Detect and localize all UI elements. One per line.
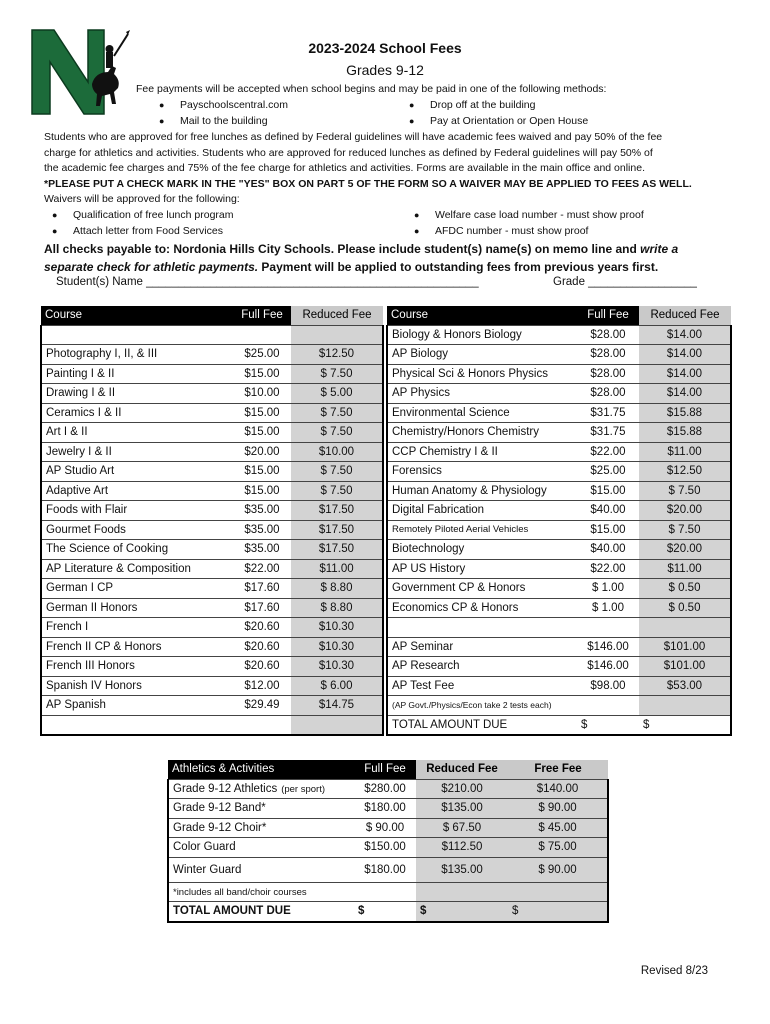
table-row <box>41 345 383 365</box>
course-name: Spanish IV Honors <box>41 676 233 696</box>
reduced-fee: $ 8.80 <box>291 579 383 599</box>
reduced-fee <box>639 696 731 716</box>
reduced-fee: $ 0.50 <box>639 579 731 599</box>
header-full-fee: Full Fee <box>233 306 291 325</box>
full-fee: $ 90.00 <box>354 818 416 838</box>
policy-text <box>44 130 744 208</box>
reduced-fee: $101.00 <box>639 657 731 677</box>
full-fee: $15.00 <box>233 403 291 423</box>
activity-note: (per sport) <box>281 783 326 795</box>
table-row <box>168 857 608 882</box>
reduced-fee: $11.00 <box>639 442 731 462</box>
activity-label: *includes all band/choir courses <box>173 886 307 898</box>
table-row <box>41 423 383 443</box>
free-fee: $ 75.00 <box>508 838 608 858</box>
full-fee: $15.00 <box>577 520 639 540</box>
full-fee: $10.00 <box>233 384 291 404</box>
reduced-fee: $ 7.50 <box>639 520 731 540</box>
course-name: Jewelry I & II <box>41 442 233 462</box>
course-name: Adaptive Art <box>41 481 233 501</box>
table-row <box>41 520 383 540</box>
activity-name <box>168 818 354 838</box>
reduced-fee: $17.50 <box>291 540 383 560</box>
course-name <box>41 715 233 735</box>
table-row <box>387 676 731 696</box>
table-row <box>387 384 731 404</box>
method-4: ● Pay at Orientation or Open House <box>430 114 588 130</box>
total-reduced-fee[interactable]: $ <box>416 902 508 922</box>
full-fee: $17.60 <box>233 598 291 618</box>
activity-label: Grade 9-12 Choir* <box>173 821 267 834</box>
course-name: Remotely Piloted Aerial Vehicles <box>387 520 577 540</box>
policy-line-2: charge for athletics and activities. Students who are approved for reduced lunches as defined by Federal guidelines will pay 50% of <box>44 146 653 159</box>
activity-label: Grade 9-12 Athletics <box>173 782 278 795</box>
table-row <box>387 696 731 716</box>
course-name: French III Honors <box>41 657 233 677</box>
course-name: Physical Sci & Honors Physics <box>387 364 577 384</box>
course-name: Economics CP & Honors <box>387 598 577 618</box>
table-row <box>41 637 383 657</box>
athletics-header-row <box>168 760 608 779</box>
reduced-fee: $11.00 <box>639 559 731 579</box>
student-name-field[interactable]: Student(s) Name ____________________________________________________ <box>56 276 479 288</box>
full-fee: $15.00 <box>577 481 639 501</box>
course-name: Photography I, II, & III <box>41 345 233 365</box>
full-fee: $40.00 <box>577 540 639 560</box>
check-line-1 <box>44 240 744 258</box>
table-row <box>387 325 731 345</box>
full-fee: $98.00 <box>577 676 639 696</box>
course-name: AP US History <box>387 559 577 579</box>
full-fee: $29.49 <box>233 696 291 716</box>
table-row <box>168 779 608 799</box>
reduced-fee: $53.00 <box>639 676 731 696</box>
page-subtitle: Grades 9-12 <box>346 62 424 78</box>
header-course: Course <box>41 306 233 325</box>
full-fee <box>233 715 291 735</box>
check-instructions <box>44 240 744 276</box>
full-fee <box>577 618 639 638</box>
full-fee: $25.00 <box>577 462 639 482</box>
table-row <box>41 481 383 501</box>
table-row <box>41 579 383 599</box>
course-name <box>41 325 233 345</box>
reduced-fee: $12.50 <box>639 462 731 482</box>
table-row <box>387 442 731 462</box>
table-row <box>387 501 731 521</box>
reduced-fee <box>639 618 731 638</box>
waiver-intro: Waivers will be approved for the following: <box>44 193 240 205</box>
left-header-row <box>41 306 383 325</box>
reduced-fee: $10.30 <box>291 618 383 638</box>
table-row <box>41 540 383 560</box>
reduced-fee: $ 7.50 <box>291 423 383 443</box>
policy-line-1: Students who are approved for free lunches as defined by Federal guidelines will have academic fees waived and pay 50% of the fee <box>44 131 663 143</box>
full-fee: $15.00 <box>233 481 291 501</box>
free-fee: $ 90.00 <box>508 857 608 882</box>
reduced-fee: $ 6.00 <box>291 676 383 696</box>
reduced-fee: $ 7.50 <box>291 462 383 482</box>
reduced-fee <box>416 882 508 902</box>
course-name: Foods with Flair <box>41 501 233 521</box>
table-row <box>41 325 383 345</box>
table-row <box>387 579 731 599</box>
course-name: Biotechnology <box>387 540 577 560</box>
waiver-4: ● AFDC number - must show proof <box>435 224 588 240</box>
reduced-fee: $ 5.00 <box>291 384 383 404</box>
full-fee: $146.00 <box>577 657 639 677</box>
course-name: (AP Govt./Physics/Econ take 2 tests each) <box>387 696 577 716</box>
free-fee: $ 45.00 <box>508 818 608 838</box>
course-name: Gourmet Foods <box>41 520 233 540</box>
header-full-fee: Full Fee <box>577 306 639 325</box>
course-name: AP Physics <box>387 384 577 404</box>
reduced-fee: $15.88 <box>639 423 731 443</box>
reduced-fee[interactable]: $ <box>639 715 731 735</box>
table-row <box>387 423 731 443</box>
course-name: Art I & II <box>41 423 233 443</box>
reduced-fee: $12.50 <box>291 345 383 365</box>
table-row <box>168 882 608 902</box>
payment-methods-intro: Fee payments will be accepted when school begins and may be paid in one of the following methods: <box>136 83 607 95</box>
full-fee: $180.00 <box>354 857 416 882</box>
reduced-fee: $ 7.50 <box>291 403 383 423</box>
reduced-fee: $10.30 <box>291 637 383 657</box>
check-line-2b: Payment will be applied to outstanding fees from previous years first. <box>258 260 659 274</box>
table-row <box>168 838 608 858</box>
course-name: Human Anatomy & Physiology <box>387 481 577 501</box>
waiver-3: ● Attach letter from Food Services <box>73 224 223 240</box>
table-row <box>41 364 383 384</box>
table-row <box>387 598 731 618</box>
full-fee: $ 1.00 <box>577 598 639 618</box>
full-fee: $15.00 <box>233 423 291 443</box>
total-label: TOTAL AMOUNT DUE <box>168 902 354 922</box>
reduced-fee: $210.00 <box>416 779 508 799</box>
reduced-fee: $14.00 <box>639 345 731 365</box>
course-name: Digital Fabrication <box>387 501 577 521</box>
waiver-2: ● Welfare case load number - must show proof <box>435 208 644 224</box>
reduced-fee: $20.00 <box>639 501 731 521</box>
free-fee: $140.00 <box>508 779 608 799</box>
reduced-fee <box>291 325 383 345</box>
table-row <box>387 364 731 384</box>
full-fee: $28.00 <box>577 325 639 345</box>
course-name: Drawing I & II <box>41 384 233 404</box>
waiver-1: ● Qualification of free lunch program <box>73 208 234 224</box>
activity-label: Color Guard <box>173 841 236 854</box>
table-row <box>41 403 383 423</box>
table-row <box>41 501 383 521</box>
activity-name <box>168 857 354 882</box>
reduced-fee: $15.88 <box>639 403 731 423</box>
course-name: AP Studio Art <box>41 462 233 482</box>
header-reduced-fee: Reduced Fee <box>291 306 383 325</box>
full-fee <box>354 882 416 902</box>
course-name: French I <box>41 618 233 638</box>
activity-name <box>168 799 354 819</box>
check-line-1a: All checks payable to: Nordonia Hills City Schools. Please include student(s) name(s) on memo line and <box>44 242 641 256</box>
reduced-fee: $17.50 <box>291 520 383 540</box>
full-fee: $22.00 <box>577 559 639 579</box>
activity-label: Winter Guard <box>173 863 242 876</box>
method-1: ● Payschoolscentral.com <box>180 98 288 114</box>
reduced-fee: $112.50 <box>416 838 508 858</box>
grade-field[interactable]: Grade _________________ <box>553 276 697 288</box>
table-row <box>387 618 731 638</box>
full-fee: $40.00 <box>577 501 639 521</box>
table-row <box>387 715 731 735</box>
course-name <box>387 618 577 638</box>
activity-label: Grade 9-12 Band* <box>173 802 266 815</box>
course-name: German I CP <box>41 579 233 599</box>
check-line-2 <box>44 258 744 276</box>
full-fee <box>577 696 639 716</box>
course-name: Environmental Science <box>387 403 577 423</box>
table-row <box>41 384 383 404</box>
course-name: The Science of Cooking <box>41 540 233 560</box>
course-name: Biology & Honors Biology <box>387 325 577 345</box>
right-header-row <box>387 306 731 325</box>
full-fee: $20.60 <box>233 637 291 657</box>
activity-name <box>168 882 354 902</box>
full-fee: $25.00 <box>233 345 291 365</box>
free-fee: $ 90.00 <box>508 799 608 819</box>
course-name: AP Literature & Composition <box>41 559 233 579</box>
full-fee: $ 1.00 <box>577 579 639 599</box>
reduced-fee: $11.00 <box>291 559 383 579</box>
course-name: CCP Chemistry I & II <box>387 442 577 462</box>
revised-date: Revised 8/23 <box>640 965 708 977</box>
reduced-fee: $ 0.50 <box>639 598 731 618</box>
full-fee: $35.00 <box>233 501 291 521</box>
course-name: German II Honors <box>41 598 233 618</box>
course-name: Government CP & Honors <box>387 579 577 599</box>
full-fee: $28.00 <box>577 345 639 365</box>
course-name: AP Spanish <box>41 696 233 716</box>
full-fee: $146.00 <box>577 637 639 657</box>
course-name: French II CP & Honors <box>41 637 233 657</box>
full-fee: $15.00 <box>233 462 291 482</box>
course-name: Ceramics I & II <box>41 403 233 423</box>
checkmark-note: *PLEASE PUT A CHECK MARK IN THE "YES" BOX ON PART 5 OF THE FORM SO A WAIVER MAY BE APPLIED TO FEES AS WELL. <box>44 177 692 190</box>
course-name: AP Biology <box>387 345 577 365</box>
header-reduced-fee: Reduced Fee <box>639 306 731 325</box>
course-name: AP Test Fee <box>387 676 577 696</box>
reduced-fee: $14.00 <box>639 384 731 404</box>
header-activity: Athletics & Activities <box>168 760 354 779</box>
table-row <box>387 403 731 423</box>
full-fee: $20.60 <box>233 657 291 677</box>
course-name: AP Research <box>387 657 577 677</box>
table-row <box>41 715 383 735</box>
table-row <box>41 442 383 462</box>
header-course: Course <box>387 306 577 325</box>
reduced-fee: $20.00 <box>639 540 731 560</box>
table-row <box>41 618 383 638</box>
reduced-fee: $ 7.50 <box>291 481 383 501</box>
table-row <box>168 799 608 819</box>
reduced-fee: $14.00 <box>639 364 731 384</box>
full-fee: $31.75 <box>577 403 639 423</box>
total-full-fee[interactable]: $ <box>354 902 416 922</box>
full-fee: $15.00 <box>233 364 291 384</box>
table-row <box>387 345 731 365</box>
table-row <box>41 598 383 618</box>
method-3: ● Mail to the building <box>180 114 268 130</box>
total-free-fee[interactable]: $ <box>508 902 608 922</box>
full-fee: $12.00 <box>233 676 291 696</box>
athletics-table <box>167 760 609 923</box>
table-row <box>387 559 731 579</box>
check-line-1b: write a <box>640 242 679 256</box>
activity-name <box>168 779 354 799</box>
full-fee: $35.00 <box>233 520 291 540</box>
table-row <box>387 637 731 657</box>
reduced-fee: $ 67.50 <box>416 818 508 838</box>
table-row <box>41 559 383 579</box>
full-fee: $20.00 <box>233 442 291 462</box>
table-row <box>387 657 731 677</box>
header-free-fee: Free Fee <box>508 760 608 779</box>
policy-line-3: the academic fee charges and 75% of the fee charge for athletics and activities. Forms are available in the main office and online. <box>44 162 645 174</box>
full-fee: $150.00 <box>354 838 416 858</box>
table-row <box>387 481 731 501</box>
full-fee: $28.00 <box>577 364 639 384</box>
reduced-fee: $ 7.50 <box>639 481 731 501</box>
reduced-fee: $17.50 <box>291 501 383 521</box>
full-fee[interactable]: $ <box>577 715 639 735</box>
free-fee <box>508 882 608 902</box>
reduced-fee: $ 8.80 <box>291 598 383 618</box>
table-row <box>387 462 731 482</box>
check-line-2a: separate check for athletic payments. <box>44 260 259 274</box>
full-fee: $31.75 <box>577 423 639 443</box>
full-fee: $22.00 <box>577 442 639 462</box>
athletics-total-row <box>168 902 608 922</box>
courses-right-table <box>386 306 732 736</box>
reduced-fee: $10.00 <box>291 442 383 462</box>
table-row <box>41 676 383 696</box>
table-row <box>41 657 383 677</box>
reduced-fee <box>291 715 383 735</box>
full-fee: $20.60 <box>233 618 291 638</box>
reduced-fee: $10.30 <box>291 657 383 677</box>
method-2: ● Drop off at the building <box>430 98 535 114</box>
full-fee: $17.60 <box>233 579 291 599</box>
course-name: AP Seminar <box>387 637 577 657</box>
reduced-fee: $14.00 <box>639 325 731 345</box>
reduced-fee: $ 7.50 <box>291 364 383 384</box>
header-reduced-fee: Reduced Fee <box>416 760 508 779</box>
course-name: Painting I & II <box>41 364 233 384</box>
table-row <box>387 540 731 560</box>
full-fee <box>233 325 291 345</box>
table-row <box>41 696 383 716</box>
header-full-fee: Full Fee <box>354 760 416 779</box>
full-fee: $280.00 <box>354 779 416 799</box>
reduced-fee: $135.00 <box>416 799 508 819</box>
page-title: 2023-2024 School Fees <box>308 40 462 56</box>
reduced-fee: $135.00 <box>416 857 508 882</box>
reduced-fee: $14.75 <box>291 696 383 716</box>
table-row <box>387 520 731 540</box>
course-name: Forensics <box>387 462 577 482</box>
activity-name <box>168 838 354 858</box>
course-name: Chemistry/Honors Chemistry <box>387 423 577 443</box>
courses-left-table <box>40 306 384 736</box>
full-fee: $28.00 <box>577 384 639 404</box>
course-name: TOTAL AMOUNT DUE <box>387 715 577 735</box>
full-fee: $22.00 <box>233 559 291 579</box>
table-row <box>41 462 383 482</box>
full-fee: $180.00 <box>354 799 416 819</box>
reduced-fee: $101.00 <box>639 637 731 657</box>
full-fee: $35.00 <box>233 540 291 560</box>
table-row <box>168 818 608 838</box>
